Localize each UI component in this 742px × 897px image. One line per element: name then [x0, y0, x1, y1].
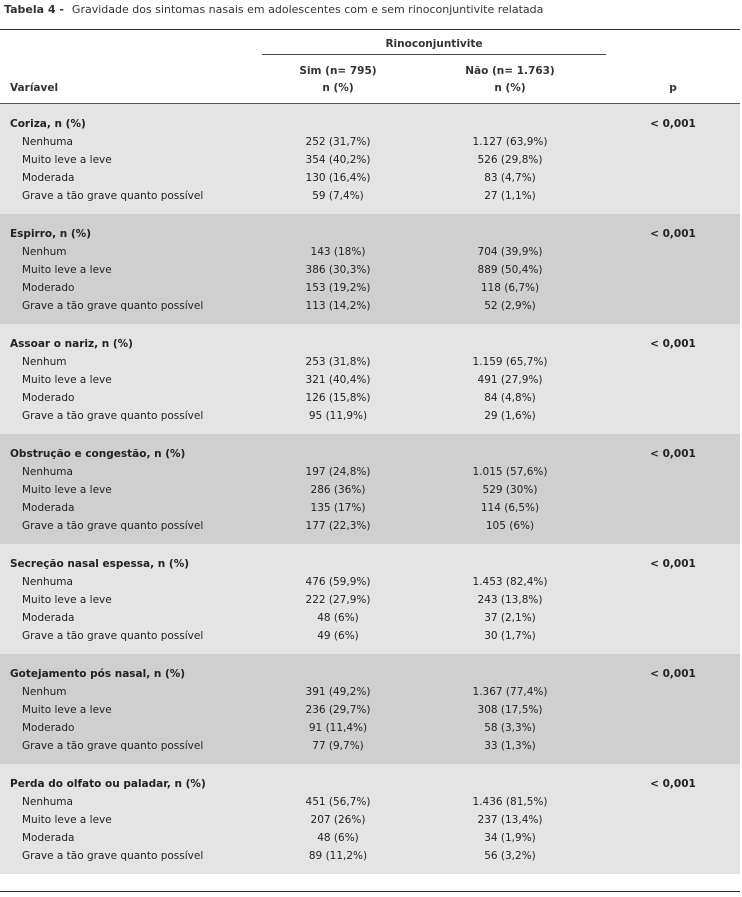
row-label: Grave a tão grave quanto possível [22, 190, 204, 202]
table-caption-label: Tabela 4 - [4, 3, 64, 16]
cell-nao: 1.127 (63,9%) [472, 136, 548, 148]
header-variable: Varíavel [10, 82, 59, 94]
p-value: < 0,001 [650, 118, 696, 130]
header-p: p [669, 82, 677, 94]
row-label: Muito leve a leve [22, 704, 112, 716]
cell-sim: 177 (22,3%) [305, 520, 371, 532]
cell-nao: 1.436 (81,5%) [472, 796, 548, 808]
row-label: Muito leve a leve [22, 154, 112, 166]
cell-sim: 49 (6%) [317, 630, 359, 642]
symptom-group [0, 434, 740, 544]
row-label: Moderada [22, 502, 75, 514]
cell-nao: 1.015 (57,6%) [472, 466, 548, 478]
row-label: Grave a tão grave quanto possível [22, 300, 204, 312]
cell-sim: 207 (26%) [310, 814, 366, 826]
cell-nao: 84 (4,8%) [484, 392, 536, 404]
group-title: Assoar o nariz, n (%) [10, 338, 133, 350]
bottom-rule [0, 891, 740, 892]
header-sim-unit: n (%) [322, 82, 354, 94]
row-label: Moderado [22, 282, 75, 294]
header-group-rule [262, 54, 606, 55]
cell-sim: 354 (40,2%) [305, 154, 371, 166]
cell-sim: 135 (17%) [310, 502, 366, 514]
top-rule [0, 29, 740, 30]
table-caption [4, 3, 543, 16]
cell-nao: 1.159 (65,7%) [472, 356, 548, 368]
cell-sim: 91 (11,4%) [308, 722, 368, 734]
cell-nao: 83 (4,7%) [484, 172, 536, 184]
cell-nao: 56 (3,2%) [484, 850, 536, 862]
cell-nao: 1.367 (77,4%) [472, 686, 548, 698]
header-sim: Sim (n= 795) [299, 65, 377, 77]
p-value: < 0,001 [650, 558, 696, 570]
cell-sim: 451 (56,7%) [305, 796, 371, 808]
cell-sim: 197 (24,8%) [305, 466, 371, 478]
row-label: Muito leve a leve [22, 594, 112, 606]
row-label: Grave a tão grave quanto possível [22, 520, 204, 532]
row-label: Muito leve a leve [22, 264, 112, 276]
symptom-group [0, 104, 740, 214]
group-title: Perda do olfato ou paladar, n (%) [10, 778, 206, 790]
row-label: Muito leve a leve [22, 484, 112, 496]
symptom-group [0, 324, 740, 434]
cell-sim: 386 (30,3%) [305, 264, 371, 276]
cell-nao: 529 (30%) [482, 484, 538, 496]
header-nao: Não (n= 1.763) [465, 65, 555, 77]
cell-sim: 89 (11,2%) [308, 850, 368, 862]
table-caption-text: Gravidade dos sintomas nasais em adolescentes com e sem rinoconjuntivite relatada [71, 3, 544, 16]
cell-nao: 29 (1,6%) [484, 410, 536, 422]
row-label: Grave a tão grave quanto possível [22, 740, 204, 752]
cell-sim: 130 (16,4%) [305, 172, 371, 184]
row-label: Muito leve a leve [22, 374, 112, 386]
group-title: Gotejamento pós nasal, n (%) [10, 668, 186, 680]
cell-sim: 77 (9,7%) [312, 740, 364, 752]
cell-nao: 308 (17,5%) [477, 704, 543, 716]
cell-nao: 58 (3,3%) [484, 722, 536, 734]
symptom-group [0, 214, 740, 324]
cell-nao: 243 (13,8%) [477, 594, 543, 606]
row-label: Moderada [22, 172, 75, 184]
cell-nao: 889 (50,4%) [477, 264, 543, 276]
cell-sim: 95 (11,9%) [308, 410, 368, 422]
p-value: < 0,001 [650, 668, 696, 680]
group-title: Obstrução e congestão, n (%) [10, 448, 186, 460]
row-label: Grave a tão grave quanto possível [22, 630, 204, 642]
row-label: Moderado [22, 392, 75, 404]
row-label: Moderada [22, 832, 75, 844]
cell-nao: 118 (6,7%) [480, 282, 540, 294]
table-body [0, 104, 740, 874]
cell-nao: 52 (2,9%) [484, 300, 536, 312]
cell-nao: 105 (6%) [485, 520, 535, 532]
cell-nao: 1.453 (82,4%) [472, 576, 548, 588]
symptom-group [0, 764, 740, 874]
cell-nao: 27 (1,1%) [484, 190, 536, 202]
cell-sim: 48 (6%) [317, 832, 359, 844]
cell-sim: 286 (36%) [310, 484, 366, 496]
p-value: < 0,001 [650, 778, 696, 790]
p-value: < 0,001 [650, 228, 696, 240]
row-label: Moderado [22, 722, 75, 734]
cell-sim: 48 (6%) [317, 612, 359, 624]
cell-nao: 30 (1,7%) [484, 630, 536, 642]
cell-sim: 153 (19,2%) [305, 282, 371, 294]
cell-sim: 253 (31,8%) [305, 356, 371, 368]
header-rinoconjuntivite: Rinoconjuntivite [385, 38, 483, 50]
row-label: Nenhum [22, 686, 67, 698]
cell-nao: 237 (13,4%) [477, 814, 543, 826]
cell-sim: 59 (7,4%) [312, 190, 364, 202]
symptom-group [0, 654, 740, 764]
row-label: Nenhuma [22, 466, 73, 478]
cell-nao: 526 (29,8%) [477, 154, 543, 166]
cell-sim: 476 (59,9%) [305, 576, 371, 588]
p-value: < 0,001 [650, 448, 696, 460]
row-label: Grave a tão grave quanto possível [22, 850, 204, 862]
cell-sim: 143 (18%) [310, 246, 366, 258]
group-title: Secreção nasal espessa, n (%) [10, 558, 190, 570]
row-label: Nenhuma [22, 576, 73, 588]
row-label: Nenhum [22, 246, 67, 258]
cell-sim: 391 (49,2%) [305, 686, 371, 698]
row-label: Nenhuma [22, 136, 73, 148]
group-title: Espirro, n (%) [10, 228, 92, 240]
symptom-group [0, 544, 740, 654]
row-label: Muito leve a leve [22, 814, 112, 826]
cell-sim: 113 (14,2%) [305, 300, 371, 312]
cell-nao: 37 (2,1%) [484, 612, 536, 624]
cell-sim: 236 (29,7%) [305, 704, 371, 716]
header-nao-unit: n (%) [494, 82, 526, 94]
group-title: Coriza, n (%) [10, 118, 86, 130]
cell-nao: 491 (27,9%) [477, 374, 543, 386]
row-label: Grave a tão grave quanto possível [22, 410, 204, 422]
cell-nao: 114 (6,5%) [480, 502, 540, 514]
cell-sim: 252 (31,7%) [305, 136, 371, 148]
cell-sim: 321 (40,4%) [305, 374, 371, 386]
row-label: Nenhum [22, 356, 67, 368]
cell-nao: 704 (39,9%) [477, 246, 543, 258]
p-value: < 0,001 [650, 338, 696, 350]
cell-sim: 222 (27,9%) [305, 594, 371, 606]
row-label: Nenhuma [22, 796, 73, 808]
cell-nao: 33 (1,3%) [484, 740, 536, 752]
cell-nao: 34 (1,9%) [484, 832, 536, 844]
cell-sim: 126 (15,8%) [305, 392, 371, 404]
row-label: Moderada [22, 612, 75, 624]
